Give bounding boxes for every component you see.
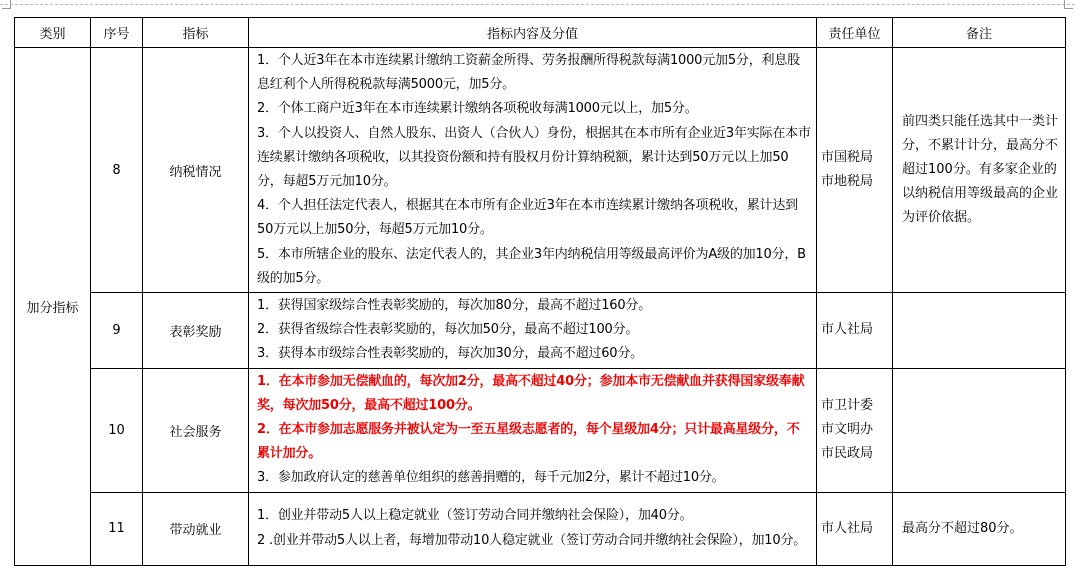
note-cell: 最高分不超过80分。 — [893, 492, 1066, 565]
content-item: 2．个体工商户近3年在本市连续累计缴纳各项税收每满1000元以上，加5分。 — [257, 101, 698, 117]
indicator-cell: 纳税情况 — [143, 48, 249, 293]
content-cell — [249, 368, 817, 492]
header-unit: 责任单位 — [817, 18, 893, 48]
content-item: 1．创业并带动5人以上稳定就业（签订劳动合同并缴纳社会保险），加40分。 — [257, 508, 693, 524]
content-item: 4．个人担任法定代表人，根据其在本市所有企业近3年在本市连续累计缴纳各项税收，累计达到50万元以上加50分，每超5万元加10分。 — [257, 198, 798, 238]
seq-cell: 10 — [91, 368, 143, 492]
seq-cell: 9 — [91, 293, 143, 369]
unit-name: 市地税局 — [821, 174, 874, 190]
content-cell — [249, 492, 817, 565]
unit-name: 市人社局 — [821, 322, 874, 338]
header-seq: 序号 — [91, 18, 143, 48]
content-item: 1．获得国家级综合性表彰奖励的，每次加80分，最高不超过160分。 — [257, 298, 652, 314]
indicator-cell: 表彰奖励 — [143, 293, 249, 369]
header-indicator: 指标 — [143, 18, 249, 48]
content-item: 5．本市所辖企业的股东、法定代表人的，其企业3年内纳税信用等级最高评价为A级的加10分，B级的加5分。 — [257, 246, 806, 286]
note-cell — [893, 368, 1066, 492]
indicator-cell: 社会服务 — [143, 368, 249, 492]
header-content: 指标内容及分值 — [249, 18, 817, 48]
unit-name: 市卫计委 — [821, 398, 874, 414]
unit-name: 市人社局 — [821, 520, 874, 536]
page-corner-mark-left — [2, 0, 11, 9]
page-top-border — [0, 4, 1075, 5]
content-item: 3．参加政府认定的慈善单位组织的慈善捐赠的，每千元加2分，累计不超过10分。 — [257, 470, 725, 486]
content-item-highlighted: 1．在本市参加无偿献血的，每次加2分，最高不超过40分；参加本市无偿献血并获得国家级奉献奖，每次加50分，最高不超过100分。 — [257, 373, 805, 413]
header-category: 类别 — [15, 18, 91, 48]
unit-cell — [817, 293, 893, 369]
table-row — [15, 492, 1066, 565]
content-cell — [249, 293, 817, 369]
note-cell: 前四类只能任选其中一类计分，不累计计分，最高分不超过100分。有多家企业的以纳税信用等级最高的企业为评价依据。 — [893, 48, 1066, 293]
content-item: 2 .创业并带动5人以上者，每增加带动10人稳定就业（签订劳动合同并缴纳社会保险），加10分。 — [257, 532, 806, 548]
content-item: 3．个人以投资人、自然人股东、出资人（合伙人）身份，根据其在本市所有企业近3年实际在本市连续累计缴纳各项税收，以其投资份额和持有股权月份计算纳税额，累计达到50万元以上加50分，每超5万元加10分。 — [257, 125, 811, 190]
header-note: 备注 — [893, 18, 1066, 48]
seq-cell: 11 — [91, 492, 143, 565]
table-row — [15, 48, 1066, 293]
content-cell — [249, 48, 817, 293]
unit-name: 市民政局 — [821, 446, 874, 462]
content-item-highlighted: 2．在本市参加志愿服务并被认定为一至五星级志愿者的，每个星级加4分；只计最高星级分，不累计加分。 — [257, 422, 800, 462]
unit-cell — [817, 368, 893, 492]
seq-cell: 8 — [91, 48, 143, 293]
note-cell — [893, 293, 1066, 369]
page-corner-mark-right — [1064, 0, 1073, 9]
content-item: 2．获得省级综合性表彰奖励的，每次加50分，最高不超过100分。 — [257, 322, 639, 338]
unit-cell — [817, 48, 893, 293]
unit-cell — [817, 492, 893, 565]
unit-name: 市国税局 — [821, 150, 874, 166]
header-row — [15, 18, 1066, 48]
content-item: 1．个人近3年在本市连续累计缴纳工资薪金所得、劳务报酬所得税款每满1000元加5分，利息股息红利个人所得税税款每满5000元，加5分。 — [257, 53, 800, 93]
scoring-table — [14, 17, 1066, 566]
content-item: 3．获得本市级综合性表彰奖励的，每次加30分，最高不超过60分。 — [257, 346, 643, 362]
table-row — [15, 368, 1066, 492]
table-row — [15, 293, 1066, 369]
category-cell: 加分指标 — [15, 48, 91, 566]
unit-name: 市文明办 — [821, 422, 874, 438]
indicator-cell: 带动就业 — [143, 492, 249, 565]
